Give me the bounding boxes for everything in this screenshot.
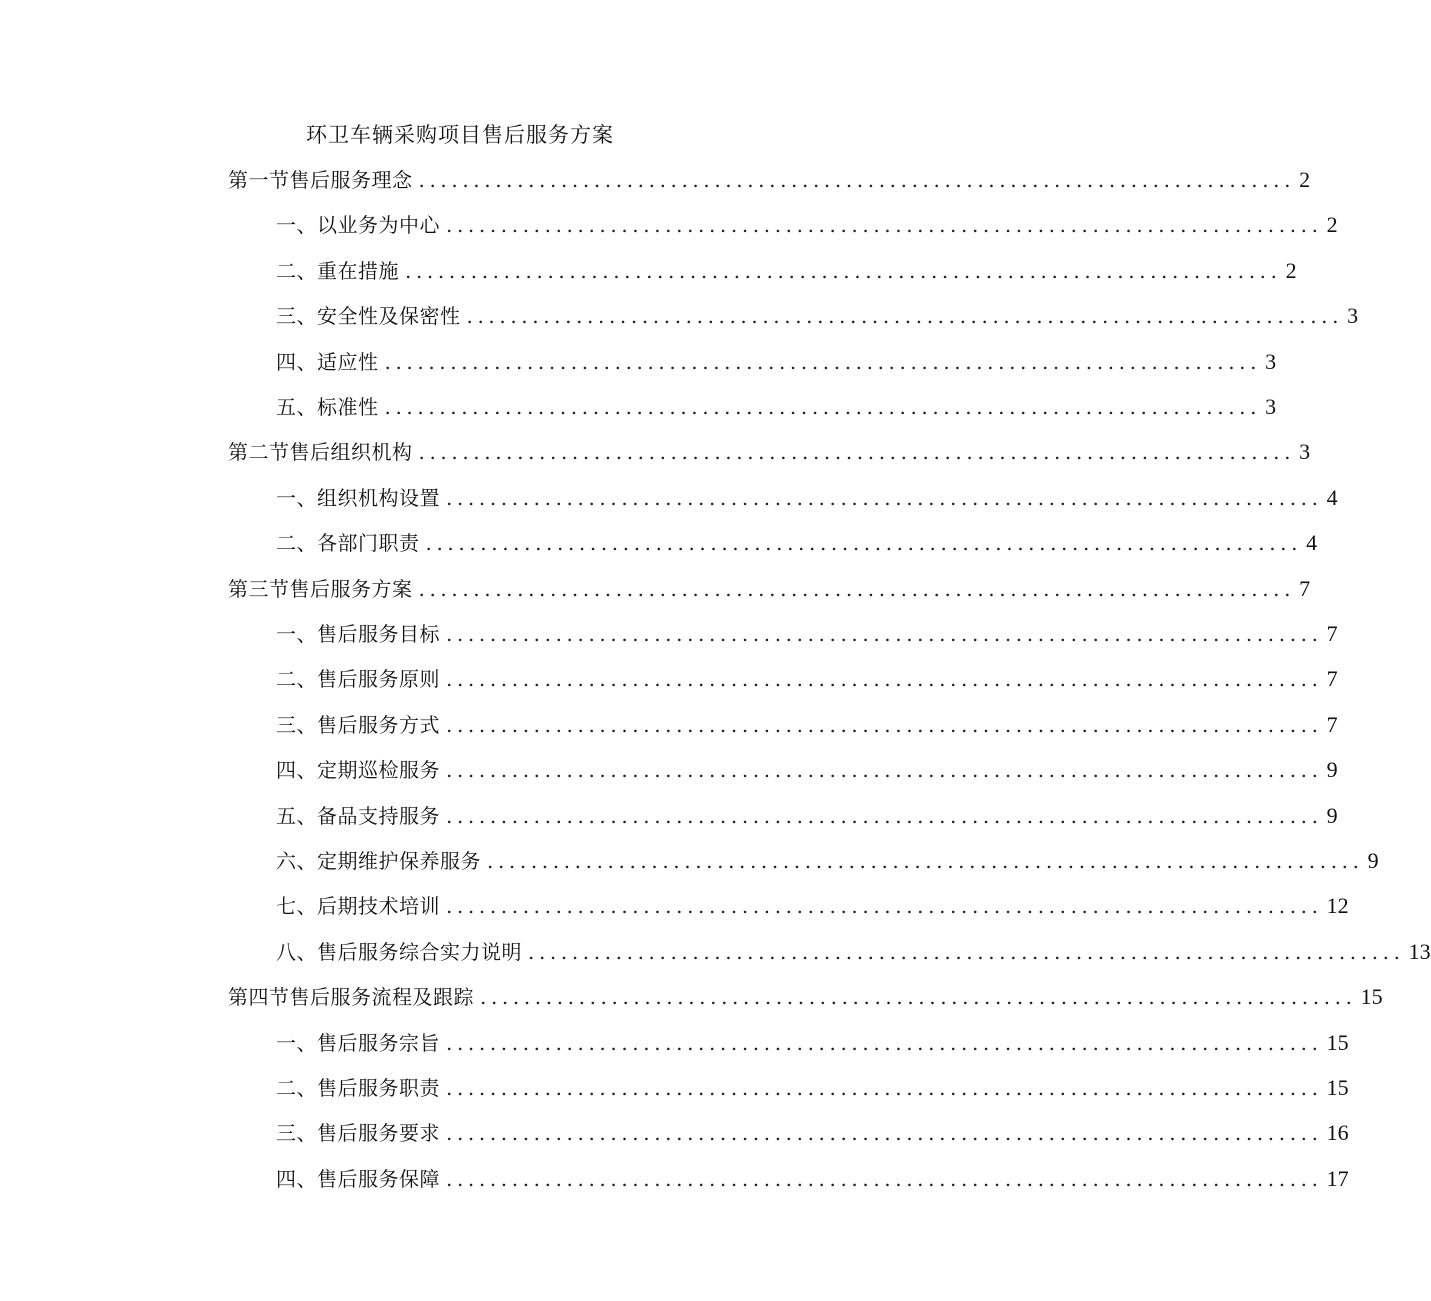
toc-section-entry[interactable] xyxy=(228,977,1383,1017)
toc-page-number: 4 xyxy=(1326,484,1338,510)
toc-page-number: 17 xyxy=(1326,1165,1349,1191)
toc-subsection-entry[interactable] xyxy=(276,1023,1349,1063)
toc-dot-leader: ................................................................................ xyxy=(446,622,1323,646)
toc-subsection-entry[interactable] xyxy=(276,932,1431,972)
toc-subsection-entry[interactable] xyxy=(276,478,1338,518)
toc-dot-leader: ................................................................................ xyxy=(446,485,1323,510)
toc-entry-label: 第二节售后组织机构 xyxy=(228,440,413,465)
toc-dot-leader: ................................................................................ xyxy=(446,803,1323,828)
toc-dot-leader: ................................................................................ xyxy=(446,1076,1323,1100)
toc-section-entry[interactable] xyxy=(228,432,1311,472)
toc-entry-label: 第四节售后服务流程及跟踪 xyxy=(228,985,474,1010)
toc-dot-leader: ................................................................................ xyxy=(446,1030,1323,1055)
toc-subsection-entry[interactable] xyxy=(276,750,1338,790)
toc-page-number: 15 xyxy=(1360,984,1383,1010)
toc-entry-label: 四、售后服务保障 xyxy=(276,1166,440,1191)
toc-entry-label: 一、组织机构设置 xyxy=(276,485,440,510)
toc-entry-label: 六、定期维护保养服务 xyxy=(276,849,481,873)
toc-entry-label: 三、安全性及保密性 xyxy=(276,304,461,329)
toc-subsection-entry[interactable] xyxy=(276,251,1297,291)
toc-page-number: 7 xyxy=(1299,575,1311,601)
toc-subsection-entry[interactable] xyxy=(276,841,1379,881)
toc-entry-label: 一、以业务为中心 xyxy=(276,213,440,238)
toc-subsection-entry[interactable] xyxy=(276,705,1338,745)
toc-section-entry[interactable] xyxy=(228,569,1311,609)
toc-page-number: 9 xyxy=(1326,757,1338,783)
toc-page-number: 7 xyxy=(1326,666,1338,692)
toc-dot-leader: ................................................................................ xyxy=(487,849,1364,873)
toc-page-number: 2 xyxy=(1285,257,1297,283)
toc-page-number: 2 xyxy=(1299,167,1311,192)
toc-subsection-entry[interactable] xyxy=(276,614,1338,654)
toc-page-number: 12 xyxy=(1326,893,1349,919)
document-title: 环卫车辆采购项目售后服务方案 xyxy=(306,123,614,147)
toc-page-number: 3 xyxy=(1265,394,1277,419)
toc-entry-label: 二、售后服务原则 xyxy=(276,667,440,692)
toc-dot-leader: ................................................................................ xyxy=(446,758,1323,783)
toc-dot-leader: ................................................................................ xyxy=(466,304,1344,329)
toc-entry-label: 三、售后服务方式 xyxy=(276,712,440,737)
toc-dot-leader: ................................................................................ xyxy=(418,440,1296,465)
toc-subsection-entry[interactable] xyxy=(276,1159,1349,1199)
toc-dot-leader: ................................................................................ xyxy=(405,258,1282,283)
toc-entry-label: 五、备品支持服务 xyxy=(276,803,440,828)
toc-entry-label: 三、售后服务要求 xyxy=(276,1121,440,1146)
toc-subsection-entry[interactable] xyxy=(276,1068,1349,1108)
toc-entry-label: 二、各部门职责 xyxy=(276,531,420,556)
toc-dot-leader: ................................................................................ xyxy=(446,667,1323,692)
toc-dot-leader: ................................................................................ xyxy=(446,213,1323,238)
toc-subsection-entry[interactable] xyxy=(276,342,1277,382)
toc-page-number: 13 xyxy=(1408,938,1431,964)
toc-page-number: 3 xyxy=(1347,303,1359,329)
toc-page-number: 7 xyxy=(1326,711,1338,737)
toc-dot-leader: ................................................................................ xyxy=(446,1121,1323,1146)
toc-dot-leader: ................................................................................ xyxy=(425,531,1303,556)
toc-dot-leader: ................................................................................ xyxy=(528,939,1405,964)
toc-entry-label: 一、售后服务目标 xyxy=(276,622,440,646)
toc-subsection-entry[interactable] xyxy=(276,1113,1349,1153)
toc-entry-label: 七、后期技术培训 xyxy=(276,894,440,919)
toc-entry-label: 五、标准性 xyxy=(276,395,379,419)
toc-entry-label: 二、售后服务职责 xyxy=(276,1076,440,1100)
toc-page-number: 9 xyxy=(1326,802,1338,828)
toc-page-number: 15 xyxy=(1326,1029,1349,1055)
toc-dot-leader: ................................................................................ xyxy=(418,576,1296,601)
toc-entry-label: 第三节售后服务方案 xyxy=(228,576,413,601)
toc-subsection-entry[interactable] xyxy=(276,659,1338,699)
toc-entry-label: 八、售后服务综合实力说明 xyxy=(276,939,522,964)
toc-section-entry[interactable] xyxy=(228,160,1311,200)
toc-page-number: 7 xyxy=(1326,621,1338,646)
toc-page-number: 3 xyxy=(1299,439,1311,465)
toc-dot-leader: ................................................................................ xyxy=(446,1166,1323,1191)
toc-dot-leader: ................................................................................ xyxy=(480,985,1357,1010)
toc-entry-label: 四、定期巡检服务 xyxy=(276,758,440,783)
toc-subsection-entry[interactable] xyxy=(276,205,1338,245)
toc-dot-leader: ................................................................................ xyxy=(446,712,1323,737)
toc-subsection-entry[interactable] xyxy=(276,296,1359,336)
toc-subsection-entry[interactable] xyxy=(276,886,1349,926)
toc-dot-leader: ................................................................................ xyxy=(384,395,1262,419)
toc-page-number: 3 xyxy=(1265,348,1277,374)
toc-page-number: 15 xyxy=(1326,1075,1349,1100)
toc-entry-label: 四、适应性 xyxy=(276,349,379,374)
toc-page-number: 4 xyxy=(1306,530,1318,556)
toc-page-number: 16 xyxy=(1326,1120,1349,1146)
toc-page-number: 2 xyxy=(1326,212,1338,238)
toc-subsection-entry[interactable] xyxy=(276,796,1338,836)
toc-page-number: 9 xyxy=(1367,848,1379,873)
toc-dot-leader: ................................................................................ xyxy=(418,168,1296,192)
toc-entry-label: 二、重在措施 xyxy=(276,258,399,283)
toc-dot-leader: ................................................................................ xyxy=(446,894,1323,919)
toc-entry-label: 一、售后服务宗旨 xyxy=(276,1030,440,1055)
toc-dot-leader: ................................................................................ xyxy=(384,349,1262,374)
toc-subsection-entry[interactable] xyxy=(276,387,1277,427)
toc-subsection-entry[interactable] xyxy=(276,523,1318,563)
toc-entry-label: 第一节售后服务理念 xyxy=(228,168,413,192)
